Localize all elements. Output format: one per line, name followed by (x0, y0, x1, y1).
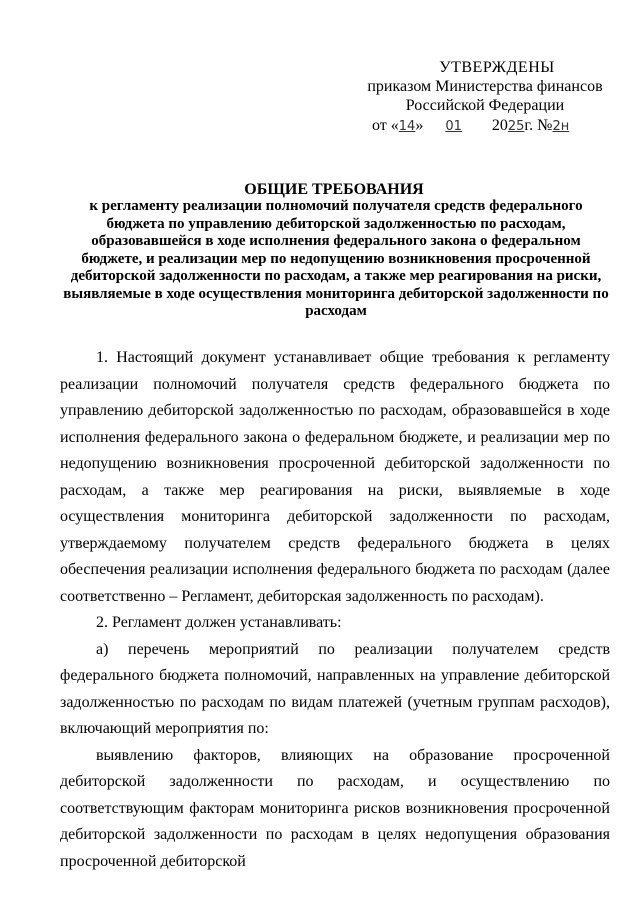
approval-date-line (360, 116, 610, 136)
date-prefix: от « (372, 117, 399, 134)
order-number-handwritten: 2н (552, 119, 570, 134)
document-body (60, 345, 610, 875)
approval-country-line: Российской Федерации (405, 97, 565, 114)
paragraph-2: 2. Регламент должен устанавливать: (96, 614, 342, 631)
year-suffix: г. № (524, 117, 553, 134)
year-prefix: 20 (491, 117, 508, 134)
paragraph-2a-item: выявлению факторов, влияющих на образование просроченной дебиторской задолженности по расходам, и осуществлению по соответствующим факторам мониторинга рисков возникновения просроченной дебиторской задолженности по расходам в целях недопущения образования просроченной дебиторской (60, 746, 610, 870)
year-handwritten: 25 (507, 119, 525, 134)
approval-heading: УТВЕРЖДЕНЫ (439, 59, 555, 76)
paragraph-1: 1. Настоящий документ устанавливает общие требования к регламенту реализации полномочий получателя средств федерального бюджета по управлению дебиторской задолженностью по расходам, образовавшейся в ходе исполнения федерального закона о федеральном бюджете, и реализации мер по недопущению возникновения просроченной дебиторской задолженности по расходам, а также мер реагирования на риски, выявляемые в ходе осуществления мониторинга дебиторской задолженности по расходам, утверждаемому получателем средств федерального бюджета в целях обеспечения реализации исполнения федерального бюджета по расходам (далее соответственно – Регламент, дебиторская задолженность по расходам). (60, 349, 610, 605)
date-day-handwritten: 14 (398, 119, 416, 134)
date-mid: » (415, 117, 424, 134)
approval-order-line: приказом Министерства финансов (367, 78, 603, 95)
date-month-handwritten: 01 (445, 119, 462, 134)
paragraph-2a: а) перечень мероприятий по реализации получателем средств федерального бюджета полномочий, направленных на управление дебиторской задолженностью по расходам по видам платежей (учетным группам расходов), включающий мероприятия по: (60, 640, 610, 737)
approval-block (360, 58, 610, 136)
document-title: ОБЩИЕ ТРЕБОВАНИЯ (244, 181, 424, 198)
document-subtitle: к регламенту реализации полномочий получателя средств федерального бюджета по управлению дебиторской задолженностью по расходам, образовавшейся в ходе исполнения федерального закона о федеральном бюджете, и реализации мер по недопущению возникновения просроченной дебиторской задолженности по расходам, а также мер реагирования на риски, выявляемые в ходе осуществления мониторинга дебиторской задолженности по расходам (63, 198, 609, 319)
